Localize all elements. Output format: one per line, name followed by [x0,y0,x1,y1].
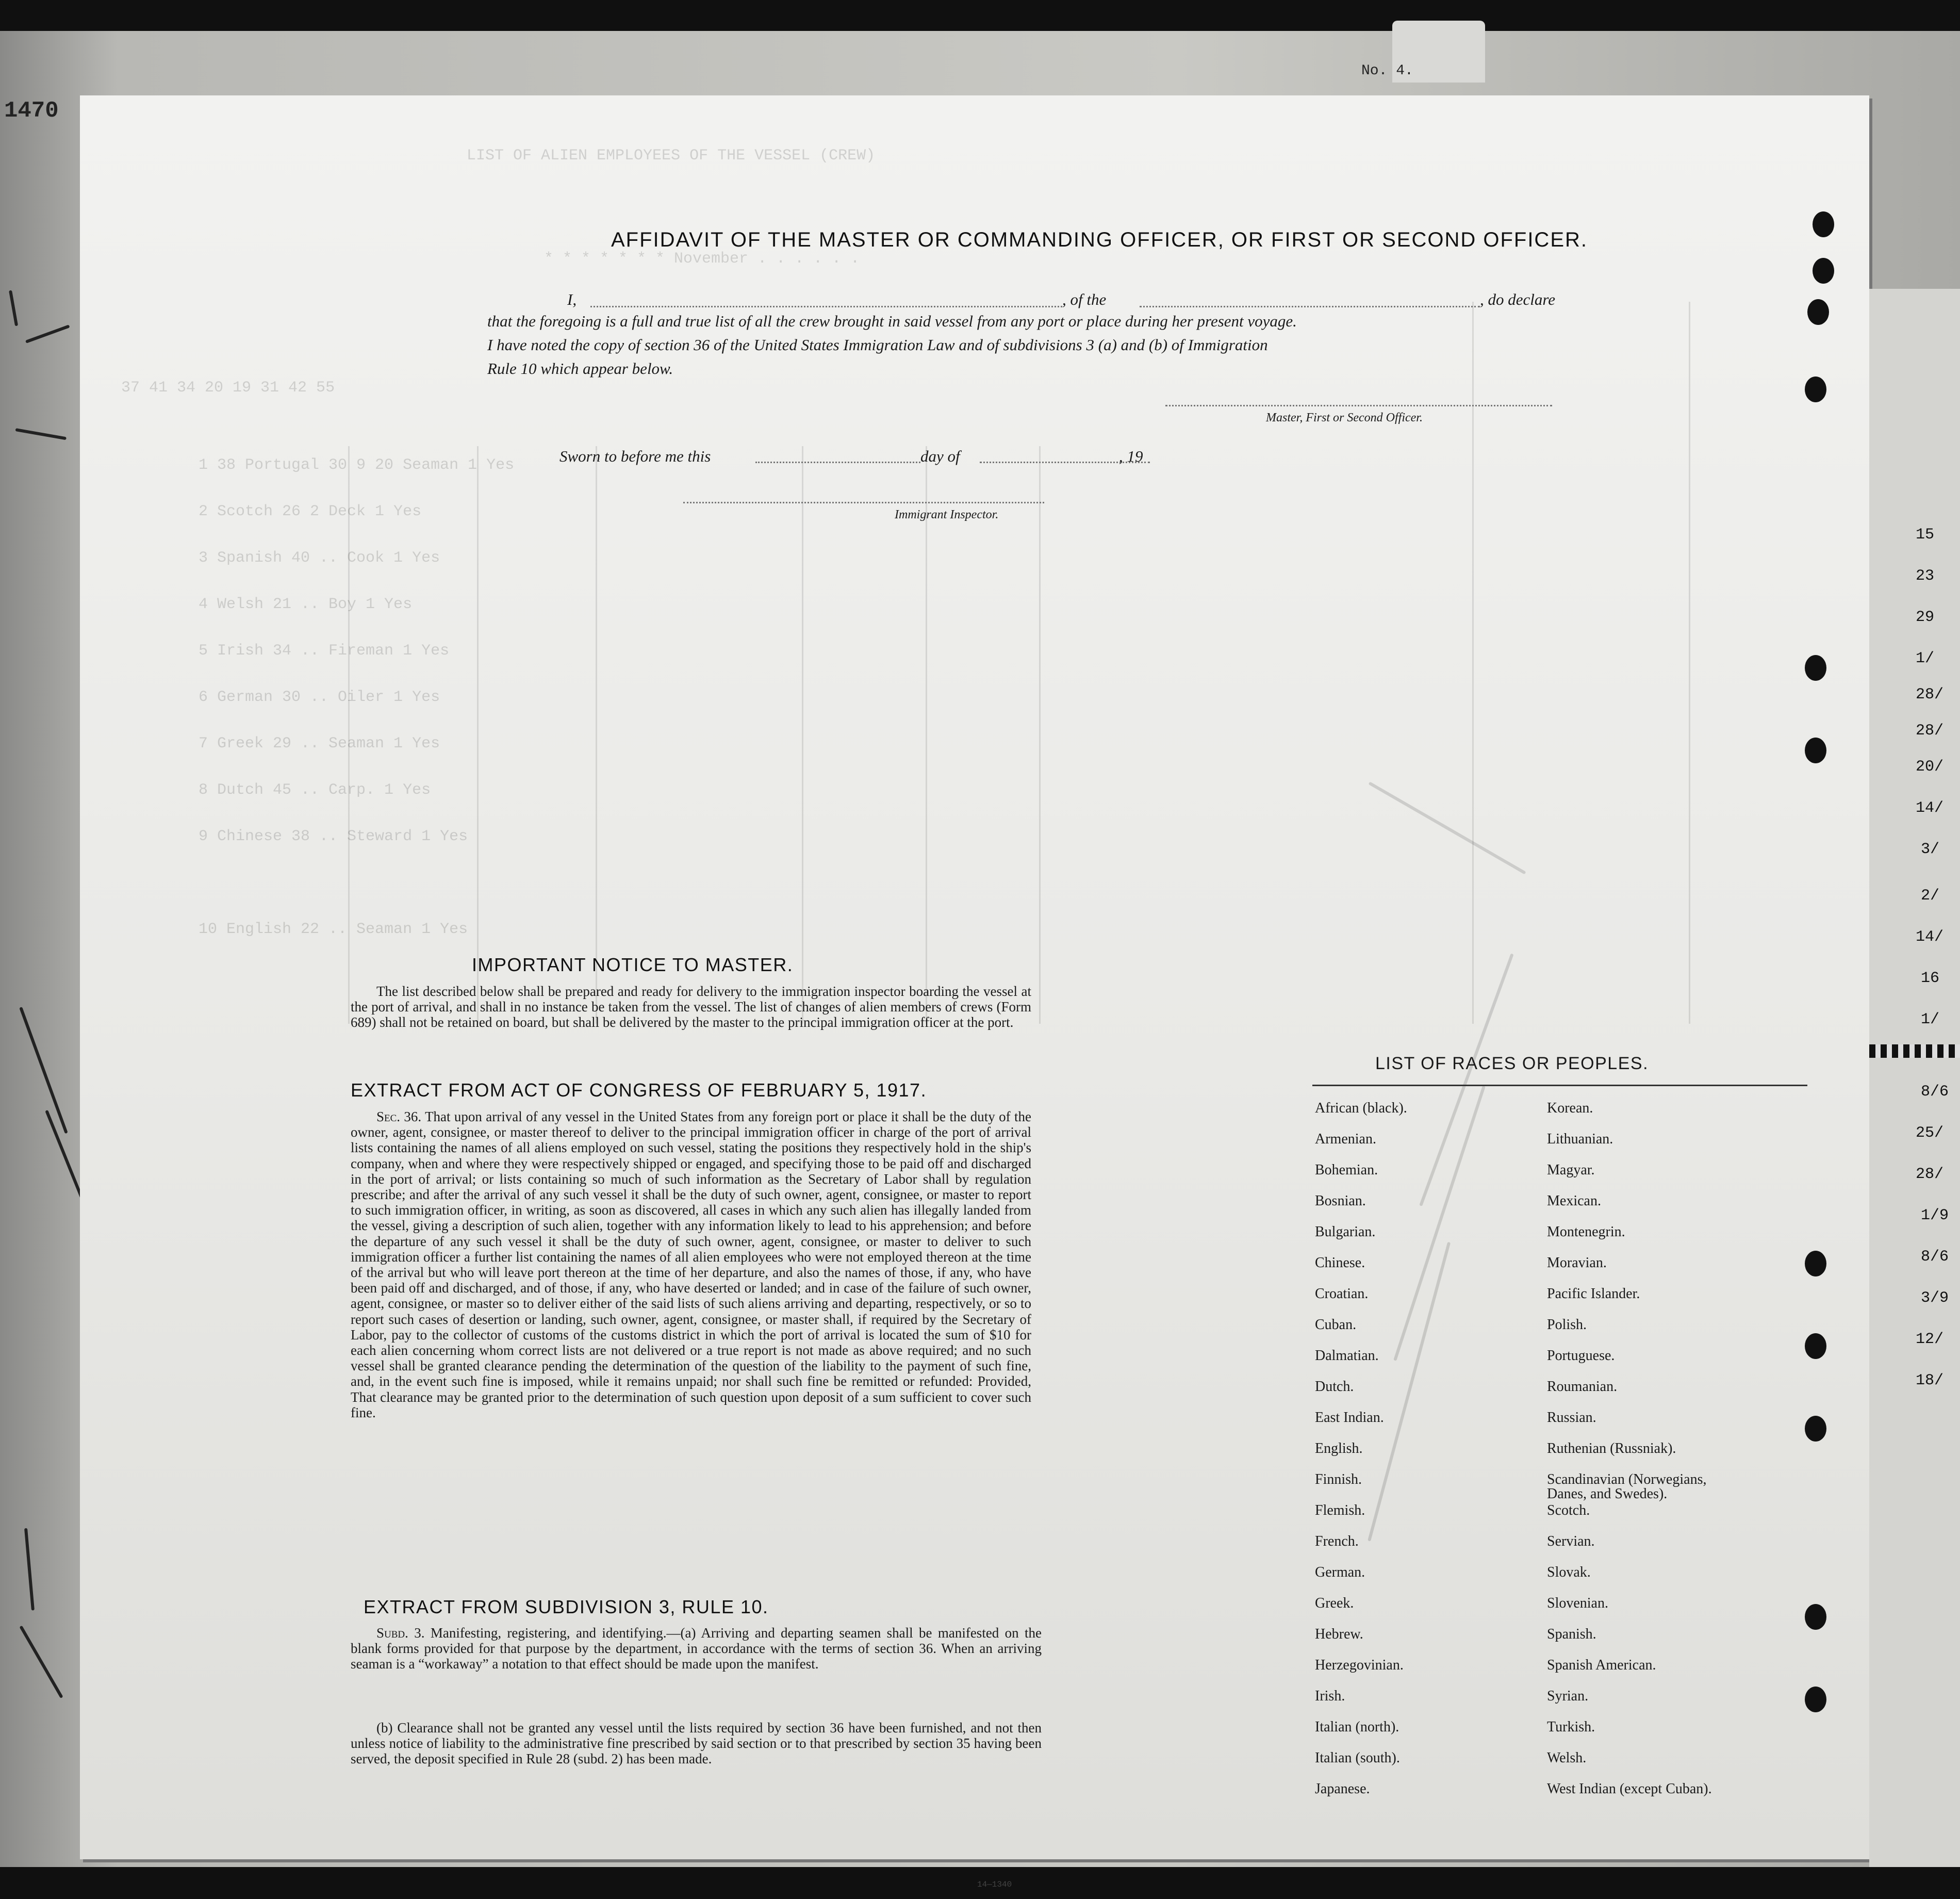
race-item: Bohemian. [1315,1162,1378,1178]
race-item: Syrian. [1547,1688,1589,1704]
race-item: Spanish. [1547,1626,1596,1642]
edge-number: 29 [1916,609,1935,626]
race-item: Cuban. [1315,1317,1357,1333]
notice-title: IMPORTANT NOTICE TO MASTER. [472,954,794,975]
race-item: African (black). [1315,1100,1407,1116]
race-item: Greek. [1315,1595,1354,1611]
race-item: Pacific Islander. [1547,1286,1640,1302]
races-title: LIST OF RACES OR PEOPLES. [1375,1054,1649,1073]
race-item: Irish. [1315,1688,1345,1704]
inspector-caption: Immigrant Inspector. [895,508,999,521]
race-item: Bosnian. [1315,1193,1366,1209]
edge-number: 15 [1916,526,1935,544]
punch-hole [1805,1604,1826,1630]
race-item: Russian. [1547,1410,1596,1426]
punch-hole [1813,211,1834,237]
punch-hole [1805,655,1826,681]
sworn-day-of: day of [920,447,960,465]
affidavit-of-the: , of the [1062,290,1107,308]
form-number: 14—1340 [977,1880,1012,1889]
race-item: Armenian. [1315,1131,1376,1147]
sworn-year: , 19 [1119,447,1143,465]
races-right-column [1547,1101,1712,1813]
edge-number: 1/ [1921,1011,1940,1028]
act-section-number: Sec. 36. [376,1109,422,1124]
sworn-day-line [755,462,920,463]
master-caption: Master, First or Second Officer. [1266,411,1423,424]
race-item: Bulgarian. [1315,1224,1376,1240]
race-item: Scotch. [1547,1502,1590,1518]
races-left-column [1315,1101,1407,1813]
rule-subd-number: Subd. 3. [376,1625,425,1641]
rule-subd-a [351,1625,1042,1672]
affidavit-line-2: that the foregoing is a full and true list of all the crew brought in said vessel from any port or place during her present voyage. [487,312,1297,330]
punch-hole [1807,299,1829,325]
act-extract-section [351,1109,1031,1420]
crew-list-back-page: LIST OF ALIEN EMPLOYEES OF THE VESSEL (CREW) * * * * * * * November . . . . . . 37 41 34 20 19 31 42 55 1 38 Portugal 30 9 20 Seaman 1 Yes 2 Scotch 26 2 Deck 1 Yes 3 Spanish 40 .. Cook 1 Yes 4 Welsh 21 .. Boy 1 Yes 5 Irish 34 .. Fireman 1 Yes 6 German 30 .. Oiler 1 Yes 7 Greek 29 .. Seaman 1 Yes 8 Dutch 45 .. Carp. 1 Yes 9 Chinese 38 .. Steward 1 Yes 10 English 22 .. Seaman 1 Yes AFFIDAVIT OF THE MASTER OR COMMANDING OFFICER, OR FIRST OR SECOND OFFICER. I, , of the , do declare that the foregoing is a full and true list of all the crew brought in said vessel from any port or place during her present voyage. I have noted the copy of section 36 of the United States Immigration Law and of subdivisions 3 (a) and (b) of Immigration Rule 10 which appear below. Master, First or Second Officer. Sworn to before me this day of , 19 Immigrant Inspector. IMPORTANT NOTICE TO MASTER. The list described below shall be prepared and ready for delivery to the immigration inspector boarding the vessel at the port of arrival, and shall in no instance be taken from the vessel. The list of changes of alien members of crews (Form 689) shall not be retained on board, but shall be delivered by the master to the principal immigration officer at the port. EXTRACT FROM ACT OF CONGRESS OF FEBRUARY 5, 1917. Sec. 36. That upon arrival of any vessel in the United States from any foreign port or place it shall be the duty of the owner, agent, consignee, or master thereof to deliver to the principal immigration officer in charge of the port of arrival lists containing the names of all aliens employed on such vessel, stating the positions they respectively hold in the ship's company, when and where they were respectively shipped or engaged, and specifying those to be paid off and discharged in the port of arrival; or lists containing so much of such information as the Secretary of Labor shall by regulation prescribe; and after the arrival of any such vessel it shall be the duty of such owner, agent, consignee, or master to report to such immigration officer, in writing, as soon as discovered, all cases in which any such alien has illegally landed from the vessel, giving a description of such alien, together with any information likely to lead to his apprehension; and before the departure of any such vessel it shall be the duty of such owner, agent, consignee, or master to deliver to such immigration officer a further list containing the names of all alien employees who were not employed thereon at the time of the arrival but who will leave port thereon at the time of her departure, and also the names of those, if any, who have been paid off and discharged, and of those, if any, who have deserted or landed; and in case of the failure of such owner, agent, consignee, or master so to deliver either of the said lists of such aliens arriving and departing, respectively, or so to report such cases of desertion or landing, such owner, agent, consignee, or master shall, if required by the Secretary of Labor, pay to the collector of customs of the customs district in which the port of arrival is located the sum of $10 for each alien concerning whom correct lists are not delivered or a true report is not made as above required; and no such vessel shall be granted clearance pending the determination of the question of the liability to the payment of such fine, and, in the event such fine is imposed, while it remains unpaid; nor shall such fine be remitted or refunded: Provided, That clearance may be granted prior to the determination of such question upon deposit of a sum sufficient to cover such fine. EXTRACT FROM SUBDIVISION 3, RULE 10. Subd. 3. Manifesting, registering, and identifying.—(a) Arriving and departing seamen shall be manifested on the blank forms provided for that purpose by the department, in accordance with the terms of section 36. When an arriving seaman is a “workaway” a notation to that effect should be made upon the manifest. (b) Clearance shall not be granted any vessel until the lists required by section 36 have been furnished, and not then unless notice of liability to the administrative fine prescribed by said section or to that prescribed by section 35 having been served, the deposit specified in Rule 28 (subd. 2) has been made. 14—1340 LIST OF RACES OR PEOPLES. African (black). Armenian. Bohemian. Bosnian. Bulgarian. Chinese. Croatian. Cuban. Dalmatian. Dutch. East Indian. English. Finnish. Flemish. French. German. Greek. Hebrew. Herzegovinian. Irish. Italian (north). Italian (south). Japanese. Korean. Lithuanian. Magyar. Mexican. Montenegrin. Moravian. Pacific Islander. Polish. Portuguese. Roumanian. Russian. Ruthenian (Russniak). Scandinavian (Norwegians, Danes, and Swedes). Scotch. Servian. Slovak. Slovenian. Spanish. Spanish American. Syrian. Turkish. Welsh. West Indian (except Cuban). [80,95,1869,1859]
affidavit-do-declare: , do declare [1480,290,1556,308]
punch-hole [1805,1416,1826,1442]
edge-number: 1/ [1916,650,1935,667]
affidavit-line-4: Rule 10 which appear below. [487,359,673,378]
master-signature-line [1165,405,1552,406]
edge-number: 3/ [1921,841,1940,858]
race-item: Hebrew. [1315,1626,1363,1642]
race-item: Turkish. [1547,1719,1595,1735]
races-title-rule [1312,1085,1807,1086]
race-item: Herzegovinian. [1315,1657,1404,1673]
rule-extract-title: EXTRACT FROM SUBDIVISION 3, RULE 10. [364,1596,769,1617]
notice-body: The list described below shall be prepared and ready for delivery to the immigration inspector boarding the vessel at the port of arrival, and shall in no instance be taken from the vessel. The list of changes of alien members of crews (Form 689) shall not be retained on board, but shall be delivered by the master to the principal immigration officer at the port. [351,984,1031,1030]
race-item: Roumanian. [1547,1379,1618,1395]
edge-number: 28/ [1916,686,1944,703]
punch-hole [1805,738,1826,763]
rule-subd-b: (b) Clearance shall not be granted any vessel until the lists required by section 36 have been furnished, and not then unless notice of liability to the administrative fine prescribed by said section or to that prescribed by section 35 having been served, the deposit specified in Rule 28 (subd. 2) has been made. [351,1720,1042,1767]
punch-hole [1813,258,1834,284]
race-item: Lithuanian. [1547,1131,1613,1147]
race-item: Dutch. [1315,1379,1354,1395]
race-item: German. [1315,1564,1365,1580]
affidavit-line-3: I have noted the copy of section 36 of the United States Immigration Law and of subdivisions 3 (a) and (b) of Immigration [487,336,1268,354]
edge-number: 14/ [1916,799,1944,817]
edge-number: 20/ [1916,758,1944,776]
race-item: Mexican. [1547,1193,1601,1209]
margin-page-number: 1470 [4,98,59,124]
right-edge-ledger [1869,289,1960,1867]
race-item: Portuguese. [1547,1348,1615,1364]
race-item: Japanese. [1315,1781,1370,1797]
affidavit-i: I, [567,290,577,308]
race-item: Chinese. [1315,1255,1365,1271]
punch-hole [1805,376,1826,402]
act-extract-title: EXTRACT FROM ACT OF CONGRESS OF FEBRUARY 5, 1917. [351,1079,927,1101]
punch-hole [1805,1687,1826,1712]
race-item: Montenegrin. [1547,1224,1625,1240]
edge-number: 28/ [1916,722,1944,740]
race-item: East Indian. [1315,1410,1384,1426]
race-item: Welsh. [1547,1750,1587,1766]
tab-label: No. 4. [1361,63,1413,79]
race-item: Korean. [1547,1100,1593,1116]
inspector-signature-line [683,502,1044,503]
edge-number: 2/ [1921,887,1940,905]
affidavit-name-line [590,306,1062,307]
ledger-perforation [1869,1044,1960,1058]
edge-number: 14/ [1916,928,1944,946]
race-item: Servian. [1547,1533,1595,1549]
race-item: Slovak. [1547,1564,1591,1580]
edge-number: 23 [1916,567,1935,585]
race-item: Scandinavian (Norwegians, Danes, and Swedes). [1547,1471,1707,1502]
punch-hole [1805,1333,1826,1359]
sworn-text: Sworn to before me this [559,447,711,465]
race-item: Dalmatian. [1315,1348,1379,1364]
edge-number: 8/6 [1921,1248,1949,1266]
race-item: English. [1315,1440,1363,1456]
race-item: Magyar. [1547,1162,1595,1178]
affidavit-vessel-line [1140,306,1480,307]
race-item: Italian (north). [1315,1719,1399,1735]
edge-number: 25/ [1916,1124,1944,1142]
edge-number: 12/ [1916,1331,1944,1348]
race-item: Moravian. [1547,1255,1607,1271]
race-item: Polish. [1547,1317,1587,1333]
edge-number: 8/6 [1921,1083,1949,1101]
act-section-body: That upon arrival of any vessel in the United States from any foreign port or place it shall be the duty of the owner, agent, consignee, or master thereof to deliver to the principal immigration officer in charge of the port of arrival lists containing the names of all aliens employed on such vessel, stating the positions they respectively hold in the ship's company, when and where they were respectively shipped or engaged, and specifying those to be paid off and discharged in the port of arrival; or lists containing so much of such information as the Secretary of Labor shall by regulation prescribe; and after the arrival of any such vessel it shall be the duty of such owner, agent, consignee, or master to report to such immigration officer, in writing, as soon as discovered, all cases in which any such alien has illegally landed from the vessel, giving a description of such alien, together with any information likely to lead to his apprehension; and before the departure of any such vessel it shall be the duty of such owner, agent, consignee, or master to deliver to such immigration officer a further list containing the names of all alien employees who were not employed thereon at the time of the arrival but who will leave port thereon at the time of her departure, and also the names of those, if any, who have been paid off and discharged, and of those, if any, who have deserted or landed; and in case of the failure of such owner, agent, consignee, or master so to deliver either of the said lists of such aliens arriving and departing, respectively, or so to report such cases of desertion or landing, such owner, agent, consignee, or master shall, if required by the Secretary of Labor, pay to the collector of customs of the customs district in which the port of arrival is located the sum of $10 for each alien concerning whom correct lists are not delivered or a true report is not made as above required; and no such vessel shall be granted clearance pending the determination of the question of the liability to the payment of such fine, and, in the event such fine is imposed, while it remains unpaid; nor shall such fine be remitted or refunded: Provided, That clearance may be granted prior to the determination of such question upon deposit of a sum sufficient to cover such fine. [351,1109,1031,1420]
race-item: Croatian. [1315,1286,1369,1302]
punch-hole [1805,1251,1826,1276]
rule-subd-a-text: Manifesting, registering, and identifying.—(a) Arriving and departing seamen shall be manifested on the blank forms provided for that purpose by the department, in accordance with the terms of section 36. When an arriving seaman is a “workaway” a notation to that effect should be made upon the manifest. [351,1625,1042,1672]
race-item: Finnish. [1315,1471,1362,1487]
race-item: French. [1315,1533,1359,1549]
edge-number: 3/9 [1921,1289,1949,1307]
affidavit-title: AFFIDAVIT OF THE MASTER OR COMMANDING OFFICER, OR FIRST OR SECOND OFFICER. [611,228,1588,251]
edge-number: 18/ [1916,1372,1944,1389]
edge-number: 1/9 [1921,1207,1949,1224]
race-item: Ruthenian (Russniak). [1547,1440,1676,1456]
race-item: West Indian (except Cuban). [1547,1781,1712,1797]
race-item: Spanish American. [1547,1657,1656,1673]
race-item: Italian (south). [1315,1750,1400,1766]
race-item: Flemish. [1315,1502,1365,1518]
edge-number: 28/ [1916,1166,1944,1183]
edge-number: 16 [1921,970,1940,987]
race-item: Slovenian. [1547,1595,1608,1611]
